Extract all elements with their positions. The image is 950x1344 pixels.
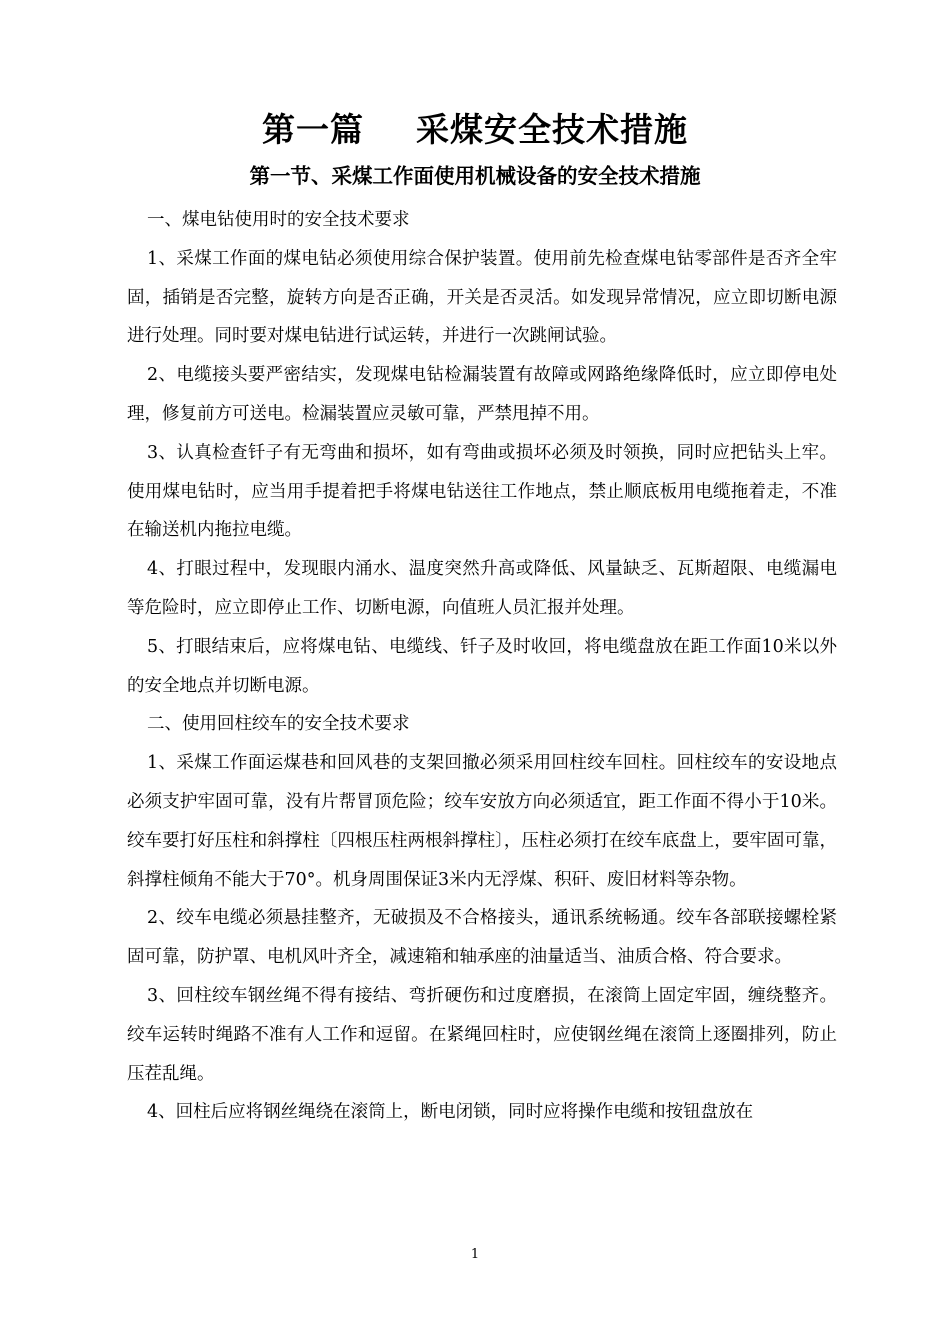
- paragraph: 3、回柱绞车钢丝绳不得有接结、弯折硬伤和过度磨损，在滚筒上固定牢固，缠绕整齐。绞车运转时绳路不准有人工作和逗留。在紧绳回柱时，应使钢丝绳在滚筒上逐圈排列，防止压茬乱绳。: [127, 985, 837, 1084]
- paragraph: 1、采煤工作面运煤巷和回风巷的支架回撤必须采用回柱绞车回柱。回柱绞车的安设地点必须支护牢固可靠，没有片帮冒顶危险；绞车安放方向必须适宜，距工作面不得小于10米。绞车要打好压柱和斜撑柱〔四根压柱两根斜撑柱〕，压柱必须打在绞车底盘上，要牢固可靠，斜撑柱倾角不能大于70°。机身周围保证3米内无浮煤、积矸、废旧材料等杂物。: [127, 753, 837, 890]
- paragraph: 4、打眼过程中，发现眼内涌水、温度突然升高或降低、风量缺乏、瓦斯超限、电缆漏电等危险时，应立即停止工作、切断电源，向值班人员汇报并处理。: [127, 559, 837, 618]
- page-title: [0, 106, 950, 154]
- page-number: 1: [470, 1247, 480, 1262]
- paragraph: 1、采煤工作面的煤电钻必须使用综合保护装置。使用前先检查煤电钻零部件是否齐全牢固，插销是否完整，旋转方向是否正确，开关是否灵活。如发现异常情况，应立即切断电源进行处理。同时要对煤电钻进行试运转，并进行一次跳闸试验。: [127, 248, 837, 347]
- heading-electric-drill: 一、煤电钻使用时的安全技术要求: [147, 210, 410, 230]
- document-body: [127, 201, 837, 1132]
- paragraph: 2、电缆接头要严密结实，发现煤电钻检漏装置有故障或网路绝缘降低时，应立即停电处理，修复前方可送电。检漏装置应灵敏可靠，严禁甩掉不用。: [127, 365, 837, 424]
- title-part-2: 采煤安全技术措施: [416, 110, 688, 149]
- paragraph: 2、绞车电缆必须悬挂整齐，无破损及不合格接头，通讯系统畅通。绞车各部联接螺栓紧固可靠，防护罩、电机风叶齐全，减速箱和轴承座的油量适当、油质合格、符合要求。: [127, 908, 837, 968]
- paragraph: 3、认真检查钎子有无弯曲和损坏，如有弯曲或损坏必须及时领换，同时应把钻头上牢。使用煤电钻时，应当用手提着把手将煤电钻送往工作地点，禁止顺底板用电缆拖着走，不准在输送机内拖拉电缆。: [127, 442, 837, 541]
- paragraph: 4、回柱后应将钢丝绳绕在滚筒上，断电闭锁，同时应将操作电缆和按钮盘放在: [147, 1102, 754, 1123]
- title-part-1: 第一篇: [262, 110, 364, 149]
- section-subtitle: 第一节、采煤工作面使用机械设备的安全技术措施: [249, 164, 701, 188]
- heading-winch: 二、使用回柱绞车的安全技术要求: [147, 714, 410, 735]
- paragraph: 5、打眼结束后，应将煤电钻、电缆线、钎子及时收回，将电缆盘放在距工作面10米以外的安全地点并切断电源。: [127, 636, 837, 696]
